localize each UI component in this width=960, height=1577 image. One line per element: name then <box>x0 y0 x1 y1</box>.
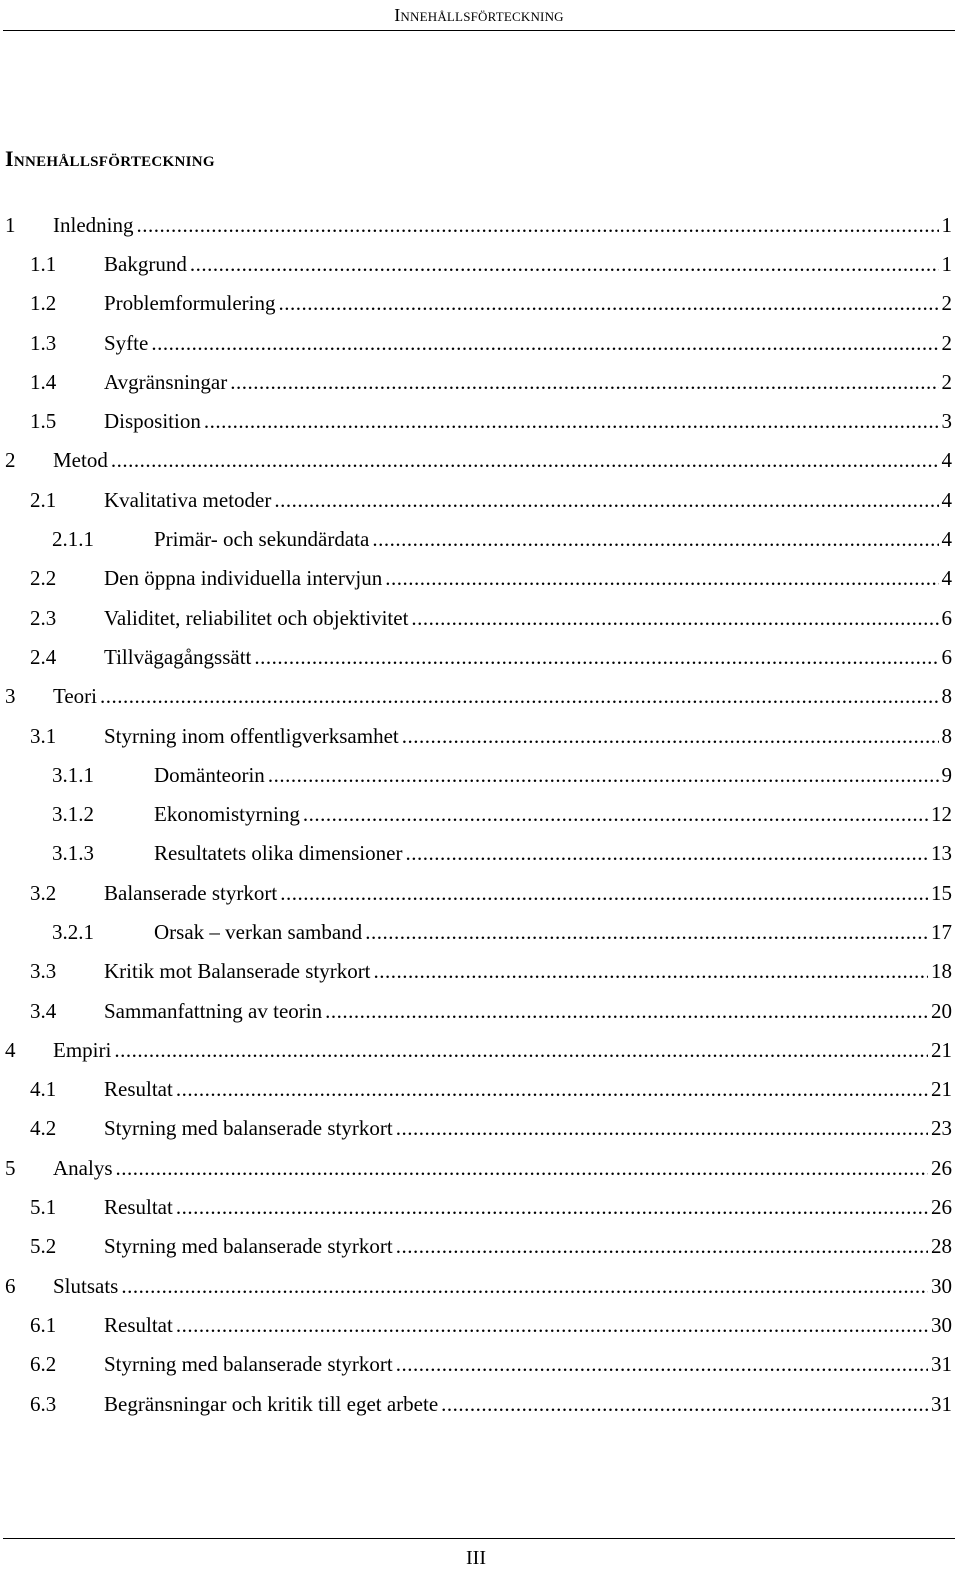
toc-dot-leader <box>116 1155 929 1181</box>
toc-entry-page: 6 <box>941 644 952 669</box>
toc-dot-leader <box>280 880 928 906</box>
toc-entry-title: Sammanfattning av teorin <box>104 998 323 1023</box>
toc-entry-title: Tillvägagångssätt <box>104 644 252 669</box>
toc-dot-leader <box>114 1037 928 1063</box>
toc-entry[interactable] <box>0 637 952 676</box>
toc-dot-leader <box>278 290 938 316</box>
toc-entry-number: 3.1.3 <box>52 841 94 866</box>
toc-entry-page: 26 <box>931 1195 952 1220</box>
toc-dot-leader <box>254 644 938 670</box>
toc-entry-title: Orsak – verkan samband <box>154 919 363 944</box>
toc-entry-page: 20 <box>931 998 952 1023</box>
toc-entry-title: Resultatets olika dimensioner <box>154 841 403 866</box>
toc-entry[interactable] <box>0 794 952 833</box>
toc-dot-leader <box>374 958 928 984</box>
toc-entry[interactable] <box>0 323 952 362</box>
toc-entry-number: 3.1.1 <box>52 762 94 787</box>
toc-list <box>0 205 952 1423</box>
toc-entry-title: Bakgrund <box>104 251 187 276</box>
toc-entry[interactable] <box>0 1030 952 1069</box>
toc-dot-leader <box>303 801 928 827</box>
toc-entry-title: Balanserade styrkort <box>104 880 278 905</box>
toc-entry[interactable] <box>0 441 952 480</box>
toc-entry-number: 1.4 <box>30 369 57 394</box>
toc-entry-title: Primär- och sekundärdata <box>154 527 370 552</box>
toc-entry[interactable] <box>0 677 952 716</box>
toc-entry-number: 3.3 <box>30 959 57 984</box>
toc-entry-page: 30 <box>931 1273 952 1298</box>
toc-entry-title: Styrning med balanserade styrkort <box>104 1352 393 1377</box>
toc-entry-number: 6.3 <box>30 1391 57 1416</box>
toc-entry-number: 3.1 <box>30 723 57 748</box>
toc-entry-page: 13 <box>931 841 952 866</box>
toc-entry-number: 1.3 <box>30 330 57 355</box>
toc-entry-number: 5.2 <box>30 1234 57 1259</box>
toc-entry-title: Styrning inom offentligverksamhet <box>104 723 399 748</box>
toc-entry-title: Resultat <box>104 1077 173 1102</box>
toc-dot-leader <box>176 1312 928 1338</box>
toc-dot-leader <box>365 919 928 945</box>
toc-entry-title: Teori <box>53 684 98 709</box>
toc-entry-page: 2 <box>941 330 952 355</box>
toc-entry[interactable] <box>0 1148 952 1187</box>
toc-dot-leader <box>176 1194 928 1220</box>
toc-entry[interactable] <box>0 205 952 244</box>
toc-entry[interactable] <box>0 716 952 755</box>
toc-dot-leader <box>402 723 939 749</box>
toc-entry[interactable] <box>0 1305 952 1344</box>
toc-entry-page: 1 <box>941 212 952 237</box>
toc-entry-number: 2.3 <box>30 605 57 630</box>
toc-entry-page: 3 <box>941 409 952 434</box>
toc-dot-leader <box>121 1273 928 1299</box>
footer-rule <box>3 1538 955 1539</box>
toc-entry-page: 17 <box>931 919 952 944</box>
toc-entry-title: Inledning <box>53 212 134 237</box>
toc-entry-page: 2 <box>941 291 952 316</box>
toc-entry-page: 1 <box>941 251 952 276</box>
toc-entry[interactable] <box>0 362 952 401</box>
toc-dot-leader <box>385 565 938 591</box>
toc-dot-leader <box>176 1076 928 1102</box>
toc-entry-title: Slutsats <box>53 1273 119 1298</box>
toc-entry-title: Kvalitativa metoder <box>104 487 272 512</box>
page-number: III <box>466 1547 486 1569</box>
toc-entry-title: Validitet, reliabilitet och objektivitet <box>104 605 409 630</box>
toc-entry-page: 4 <box>941 566 952 591</box>
toc-entry-title: Problemformulering <box>104 291 276 316</box>
toc-entry[interactable] <box>0 1266 952 1305</box>
toc-entry[interactable] <box>0 991 952 1030</box>
toc-dot-leader <box>411 605 938 631</box>
toc-entry-page: 30 <box>931 1312 952 1337</box>
toc-entry-page: 4 <box>941 448 952 473</box>
toc-entry[interactable] <box>0 912 952 951</box>
toc-entry[interactable] <box>0 1384 952 1423</box>
toc-dot-leader <box>136 212 938 238</box>
toc-entry-title: Domänteorin <box>154 762 265 787</box>
toc-entry-page: 2 <box>941 369 952 394</box>
toc-entry-page: 18 <box>931 959 952 984</box>
toc-entry-title: Disposition <box>104 409 201 434</box>
toc-entry[interactable] <box>0 1109 952 1148</box>
toc-entry-page: 4 <box>941 527 952 552</box>
toc-entry-number: 3.2 <box>30 880 57 905</box>
toc-entry-number: 2.1 <box>30 487 57 512</box>
toc-entry[interactable] <box>0 244 952 283</box>
toc-entry-page: 12 <box>931 802 952 827</box>
toc-entry-title: Empiri <box>53 1037 112 1062</box>
toc-dot-leader <box>111 447 939 473</box>
toc-entry-page: 8 <box>941 684 952 709</box>
toc-entry-title: Ekonomistyrning <box>154 802 300 827</box>
toc-dot-leader <box>396 1351 928 1377</box>
running-header: Innehållsförteckning <box>394 5 564 25</box>
toc-entry-title: Kritik mot Balanserade styrkort <box>104 959 371 984</box>
toc-dot-leader <box>274 487 938 513</box>
toc-dot-leader <box>372 526 938 552</box>
toc-entry-title: Begränsningar och kritik till eget arbete <box>104 1391 439 1416</box>
toc-entry-page: 26 <box>931 1155 952 1180</box>
toc-entry-number: 1.2 <box>30 291 57 316</box>
toc-entry-number: 3.1.2 <box>52 802 94 827</box>
toc-title: Innehållsförteckning <box>5 146 215 171</box>
toc-entry-title: Styrning med balanserade styrkort <box>104 1116 393 1141</box>
toc-entry-number: 6.1 <box>30 1312 57 1337</box>
toc-dot-leader <box>396 1115 928 1141</box>
toc-entry-number: 4.1 <box>30 1077 57 1102</box>
toc-entry-page: 31 <box>931 1352 952 1377</box>
toc-entry-page: 15 <box>931 880 952 905</box>
toc-dot-leader <box>100 683 938 709</box>
toc-entry[interactable] <box>0 284 952 323</box>
toc-entry-page: 21 <box>931 1077 952 1102</box>
toc-entry-title: Avgränsningar <box>104 369 228 394</box>
toc-dot-leader <box>190 251 939 277</box>
toc-entry-title: Styrning med balanserade styrkort <box>104 1234 393 1259</box>
toc-entry-number: 6 <box>5 1273 16 1298</box>
toc-dot-leader <box>268 762 939 788</box>
toc-entry-number: 3.2.1 <box>52 919 94 944</box>
toc-entry-page: 9 <box>941 762 952 787</box>
toc-entry-number: 2.2 <box>30 566 57 591</box>
toc-entry[interactable] <box>0 1345 952 1384</box>
toc-entry-title: Resultat <box>104 1195 173 1220</box>
toc-entry[interactable] <box>0 401 952 440</box>
toc-entry[interactable] <box>0 873 952 912</box>
toc-entry[interactable] <box>0 952 952 991</box>
toc-entry[interactable] <box>0 519 952 558</box>
toc-entry-title: Analys <box>53 1155 113 1180</box>
toc-entry-page: 28 <box>931 1234 952 1259</box>
toc-dot-leader <box>441 1391 928 1417</box>
toc-entry[interactable] <box>0 1070 952 1109</box>
toc-dot-leader <box>151 330 938 356</box>
toc-entry[interactable] <box>0 480 952 519</box>
toc-entry-number: 4 <box>5 1037 16 1062</box>
header-rule <box>3 30 955 31</box>
toc-entry-number: 3 <box>5 684 16 709</box>
toc-entry-number: 1.1 <box>30 251 57 276</box>
toc-entry[interactable] <box>0 1187 952 1226</box>
toc-entry-page: 6 <box>941 605 952 630</box>
toc-entry[interactable] <box>0 1227 952 1266</box>
toc-entry-number: 5 <box>5 1155 16 1180</box>
toc-entry[interactable] <box>0 559 952 598</box>
toc-entry-page: 8 <box>941 723 952 748</box>
toc-entry-page: 23 <box>931 1116 952 1141</box>
toc-entry-number: 2.4 <box>30 644 57 669</box>
toc-dot-leader <box>325 998 928 1024</box>
toc-entry-title: Syfte <box>104 330 149 355</box>
toc-entry-number: 4.2 <box>30 1116 57 1141</box>
toc-entry-title: Den öppna individuella intervjun <box>104 566 383 591</box>
toc-entry-page: 31 <box>931 1391 952 1416</box>
toc-entry-number: 5.1 <box>30 1195 57 1220</box>
toc-entry-number: 6.2 <box>30 1352 57 1377</box>
toc-entry-page: 21 <box>931 1037 952 1062</box>
toc-entry[interactable] <box>0 755 952 794</box>
toc-dot-leader <box>405 840 928 866</box>
toc-entry-title: Resultat <box>104 1312 173 1337</box>
toc-entry-number: 2 <box>5 448 16 473</box>
toc-entry-number: 1.5 <box>30 409 57 434</box>
toc-entry[interactable] <box>0 598 952 637</box>
toc-entry-number: 2.1.1 <box>52 527 94 552</box>
toc-dot-leader <box>204 408 939 434</box>
toc-entry-page: 4 <box>941 487 952 512</box>
toc-entry-number: 1 <box>5 212 16 237</box>
toc-dot-leader <box>230 369 938 395</box>
toc-dot-leader <box>396 1233 928 1259</box>
toc-entry-number: 3.4 <box>30 998 57 1023</box>
toc-entry[interactable] <box>0 834 952 873</box>
toc-entry-title: Metod <box>53 448 108 473</box>
